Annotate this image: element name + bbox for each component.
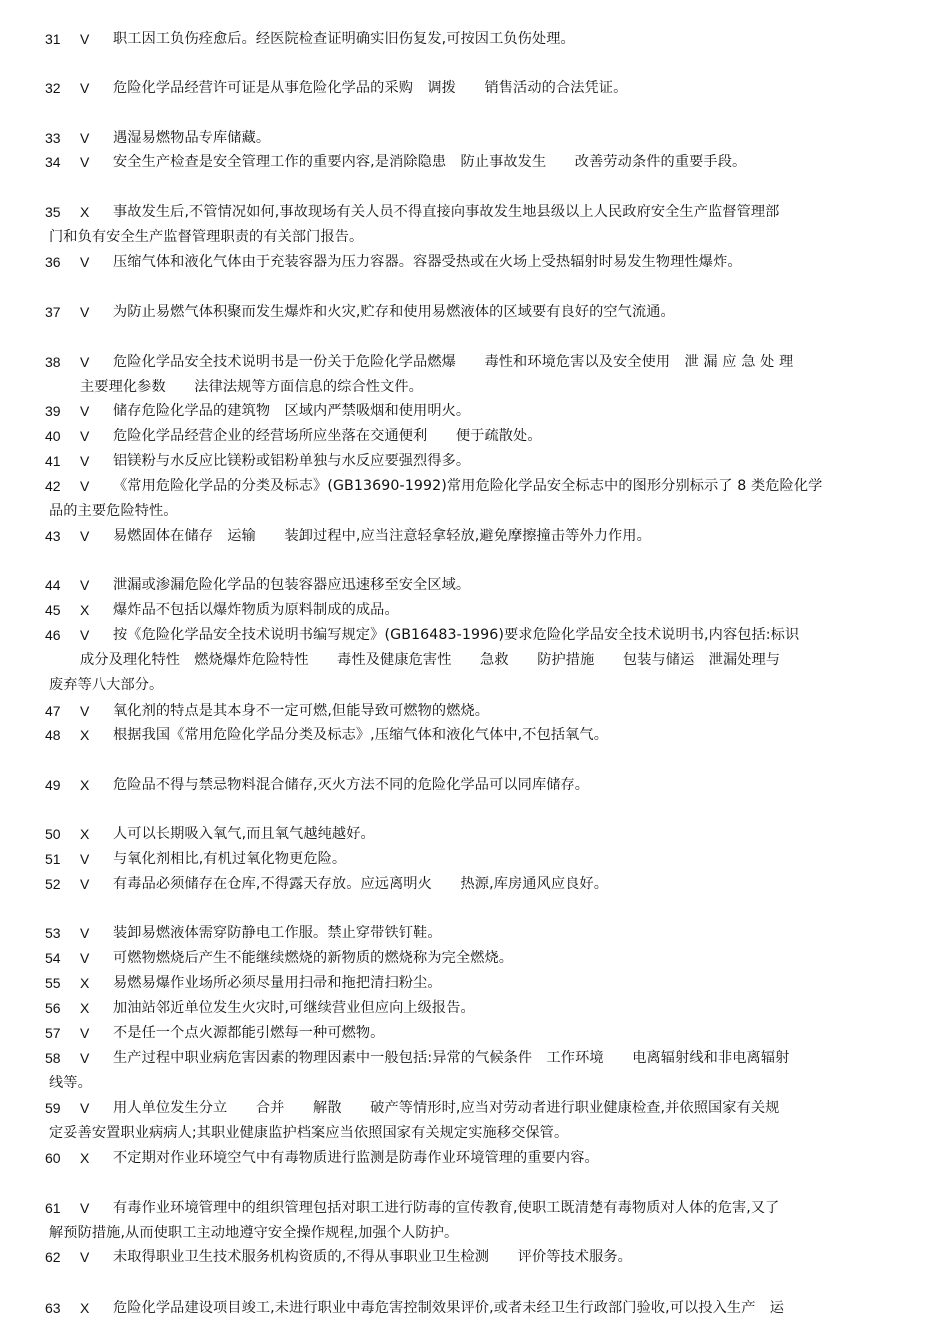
item-number: 37 <box>45 304 61 320</box>
item-text: 人可以长期吸入氧气,而且氧气越纯越好。 <box>113 826 375 842</box>
item-text: 门和负有安全生产监督管理职责的有关部门报告。 <box>49 229 364 245</box>
item-text: 品的主要危险特性。 <box>49 503 178 519</box>
item-text: 用人单位发生分立 合并 解散 破产等情形时,应当对劳动者进行职业健康检查,并依照国家有关规 <box>113 1100 780 1116</box>
item-number: 52 <box>45 876 61 892</box>
item-number: 56 <box>45 1000 61 1016</box>
item-number: 33 <box>45 130 61 146</box>
item-number: 50 <box>45 826 61 842</box>
answer-mark: V <box>80 1100 90 1116</box>
list-item <box>0 996 950 1021</box>
list-item <box>0 200 950 250</box>
list-item <box>0 822 950 847</box>
answer-mark: V <box>80 31 90 47</box>
list-item <box>0 921 950 946</box>
item-number: 48 <box>45 727 61 743</box>
answer-mark: V <box>80 304 90 320</box>
answer-mark: X <box>80 975 90 991</box>
list-item <box>0 350 950 400</box>
item-text: 有毒品必须储存在仓库,不得露天存放。应远离明火 热源,库房通风应良好。 <box>113 876 608 892</box>
item-number: 47 <box>45 703 61 719</box>
list-item <box>0 474 950 524</box>
item-number: 44 <box>45 577 61 593</box>
list-item <box>0 449 950 474</box>
item-text: 遇湿易燃物品专库储藏。 <box>113 130 271 146</box>
item-text: 安全生产检查是安全管理工作的重要内容,是消除隐患 防止事故发生 改善劳动条件的重要手段。 <box>113 154 747 170</box>
item-text: 有毒作业环境管理中的组织管理包括对职工进行防毒的宣传教育,使职工既清楚有毒物质对人体的危害,又了 <box>113 1200 780 1216</box>
list-item <box>0 773 950 798</box>
answer-mark: V <box>80 1050 90 1066</box>
answer-mark: X <box>80 602 90 618</box>
item-text: 主要理化参数 法律法规等方面信息的综合性文件。 <box>80 379 423 395</box>
answer-mark: V <box>80 528 90 544</box>
list-item <box>0 1046 950 1096</box>
item-number: 38 <box>45 354 61 370</box>
answer-mark: V <box>80 703 90 719</box>
list-item <box>0 150 950 175</box>
answer-mark: X <box>80 1000 90 1016</box>
item-text: 易燃易爆作业场所必须尽量用扫帚和拖把清扫粉尘。 <box>113 975 442 991</box>
list-item <box>0 76 950 101</box>
item-number: 43 <box>45 528 61 544</box>
list-item <box>0 1245 950 1270</box>
answer-mark: V <box>80 254 90 270</box>
item-number: 54 <box>45 950 61 966</box>
item-text: 按《危险化学品安全技术说明书编写规定》(GB16483-1996)要求危险化学品安全技术说明书,内容包括:标识 <box>113 627 800 643</box>
item-number: 46 <box>45 627 61 643</box>
answer-mark: V <box>80 627 90 643</box>
answer-mark: V <box>80 1025 90 1041</box>
item-number: 61 <box>45 1200 61 1216</box>
item-number: 63 <box>45 1300 61 1316</box>
item-number: 36 <box>45 254 61 270</box>
item-text: 事故发生后,不管情况如何,事故现场有关人员不得直接向事故发生地县级以上人民政府安全生产监督管理部 <box>113 204 780 220</box>
item-number: 60 <box>45 1150 61 1166</box>
answer-mark: V <box>80 80 90 96</box>
answer-mark: V <box>80 403 90 419</box>
item-text: 生产过程中职业病危害因素的物理因素中一般包括:异常的气候条件 工作环境 电离辐射线和非电离辐射 <box>113 1050 790 1066</box>
list-item <box>0 1096 950 1146</box>
list-item <box>0 250 950 275</box>
item-text: 定妥善安置职业病病人;其职业健康监护档案应当依照国家有关规定实施移交保管。 <box>49 1125 569 1141</box>
list-item <box>0 399 950 424</box>
list-item <box>0 847 950 872</box>
item-text: 氧化剂的特点是其本身不一定可燃,但能导致可燃物的燃烧。 <box>113 703 490 719</box>
item-text: 为防止易燃气体积聚而发生爆炸和火灾,贮存和使用易燃液体的区域要有良好的空气流通。 <box>113 304 675 320</box>
item-text: 储存危险化学品的建筑物 区域内严禁吸烟和使用明火。 <box>113 403 471 419</box>
list-item <box>0 300 950 325</box>
answer-mark: V <box>80 1200 90 1216</box>
answer-mark: V <box>80 130 90 146</box>
answer-mark: V <box>80 925 90 941</box>
answer-mark: V <box>80 577 90 593</box>
item-text: 根据我国《常用危险化学品分类及标志》,压缩气体和液化气体中,不包括氧气。 <box>113 727 608 743</box>
item-text: 《常用危险化学品的分类及标志》(GB13690-1992)常用危险化学品安全标志中的图形分别标示了 8 类危险化学 <box>113 478 823 494</box>
item-number: 40 <box>45 428 61 444</box>
answer-mark: V <box>80 453 90 469</box>
answer-mark: V <box>80 428 90 444</box>
list-item <box>0 699 950 724</box>
item-text: 可燃物燃烧后产生不能继续燃烧的新物质的燃烧称为完全燃烧。 <box>113 950 514 966</box>
item-text: 不是任一个点火源都能引燃每一种可燃物。 <box>113 1025 385 1041</box>
item-text: 压缩气体和液化气体由于充装容器为压力容器。容器受热或在火场上受热辐射时易发生物理性爆炸。 <box>113 254 742 270</box>
item-text: 加油站邻近单位发生火灾时,可继续营业但应向上级报告。 <box>113 1000 475 1016</box>
answer-mark: V <box>80 851 90 867</box>
list-item <box>0 126 950 151</box>
item-number: 58 <box>45 1050 61 1066</box>
item-text: 泄漏或渗漏危险化学品的包装容器应迅速移至安全区域。 <box>113 577 471 593</box>
item-text: 不定期对作业环境空气中有毒物质进行监测是防毒作业环境管理的重要内容。 <box>113 1150 599 1166</box>
answer-mark: V <box>80 876 90 892</box>
item-text: 废弃等八大部分。 <box>49 677 164 693</box>
answer-mark: V <box>80 1249 90 1265</box>
item-text: 危险化学品经营许可证是从事危险化学品的采购 调拨 销售活动的合法凭证。 <box>113 80 628 96</box>
item-text: 职工因工负伤痊愈后。经医院检查证明确实旧伤复发,可按因工负伤处理。 <box>113 31 575 47</box>
item-text: 危险品不得与禁忌物料混合储存,灭火方法不同的危险化学品可以同库储存。 <box>113 777 590 793</box>
item-number: 34 <box>45 154 61 170</box>
item-number: 45 <box>45 602 61 618</box>
list-item <box>0 424 950 449</box>
item-text: 成分及理化特性 燃烧爆炸危险特性 毒性及健康危害性 急救 防护措施 包装与储运 泄漏处理与 <box>80 652 781 668</box>
list-item <box>0 1146 950 1171</box>
item-number: 57 <box>45 1025 61 1041</box>
item-number: 32 <box>45 80 61 96</box>
item-number: 55 <box>45 975 61 991</box>
item-text: 危险化学品安全技术说明书是一份关于危险化学品燃爆 毒性和环境危害以及安全使用 泄 漏 应 急 处 理 <box>113 354 794 370</box>
item-number: 49 <box>45 777 61 793</box>
answer-mark: V <box>80 154 90 170</box>
answer-mark: V <box>80 478 90 494</box>
item-text: 解预防措施,从而使职工主动地遵守安全操作规程,加强个人防护。 <box>49 1225 459 1241</box>
answer-mark: X <box>80 727 90 743</box>
list-item <box>0 723 950 748</box>
list-item <box>0 598 950 623</box>
item-text: 易燃固体在储存 运输 装卸过程中,应当注意轻拿轻放,避免摩擦撞击等外力作用。 <box>113 528 651 544</box>
list-item <box>0 1296 950 1321</box>
answer-mark: X <box>80 826 90 842</box>
item-number: 59 <box>45 1100 61 1116</box>
item-number: 41 <box>45 453 61 469</box>
item-text: 爆炸品不包括以爆炸物质为原料制成的成品。 <box>113 602 399 618</box>
item-text: 危险化学品经营企业的经营场所应坐落在交通便利 便于疏散处。 <box>113 428 542 444</box>
list-item <box>0 623 950 698</box>
item-text: 装卸易燃液体需穿防静电工作服。禁止穿带铁钉鞋。 <box>113 925 442 941</box>
answer-mark: X <box>80 1150 90 1166</box>
list-item <box>0 27 950 52</box>
item-number: 53 <box>45 925 61 941</box>
list-item <box>0 946 950 971</box>
answer-mark: X <box>80 204 90 220</box>
list-item <box>0 872 950 897</box>
item-number: 35 <box>45 204 61 220</box>
answer-mark: V <box>80 950 90 966</box>
item-text: 铝镁粉与水反应比镁粉或铝粉单独与水反应要强烈得多。 <box>113 453 471 469</box>
item-number: 51 <box>45 851 61 867</box>
answer-mark: X <box>80 777 90 793</box>
list-item <box>0 1021 950 1046</box>
item-number: 62 <box>45 1249 61 1265</box>
item-number: 42 <box>45 478 61 494</box>
answer-mark: X <box>80 1300 90 1316</box>
list-item <box>0 573 950 598</box>
list-item <box>0 1196 950 1246</box>
item-text: 危险化学品建设项目竣工,未进行职业中毒危害控制效果评价,或者未经卫生行政部门验收,可以投入生产 运 <box>113 1300 785 1316</box>
item-number: 39 <box>45 403 61 419</box>
list-item <box>0 971 950 996</box>
list-item <box>0 524 950 549</box>
item-text: 未取得职业卫生技术服务机构资质的,不得从事职业卫生检测 评价等技术服务。 <box>113 1249 632 1265</box>
item-text: 与氧化剂相比,有机过氧化物更危险。 <box>113 851 347 867</box>
item-text: 线等。 <box>49 1075 92 1091</box>
item-number: 31 <box>45 31 61 47</box>
answer-mark: V <box>80 354 90 370</box>
